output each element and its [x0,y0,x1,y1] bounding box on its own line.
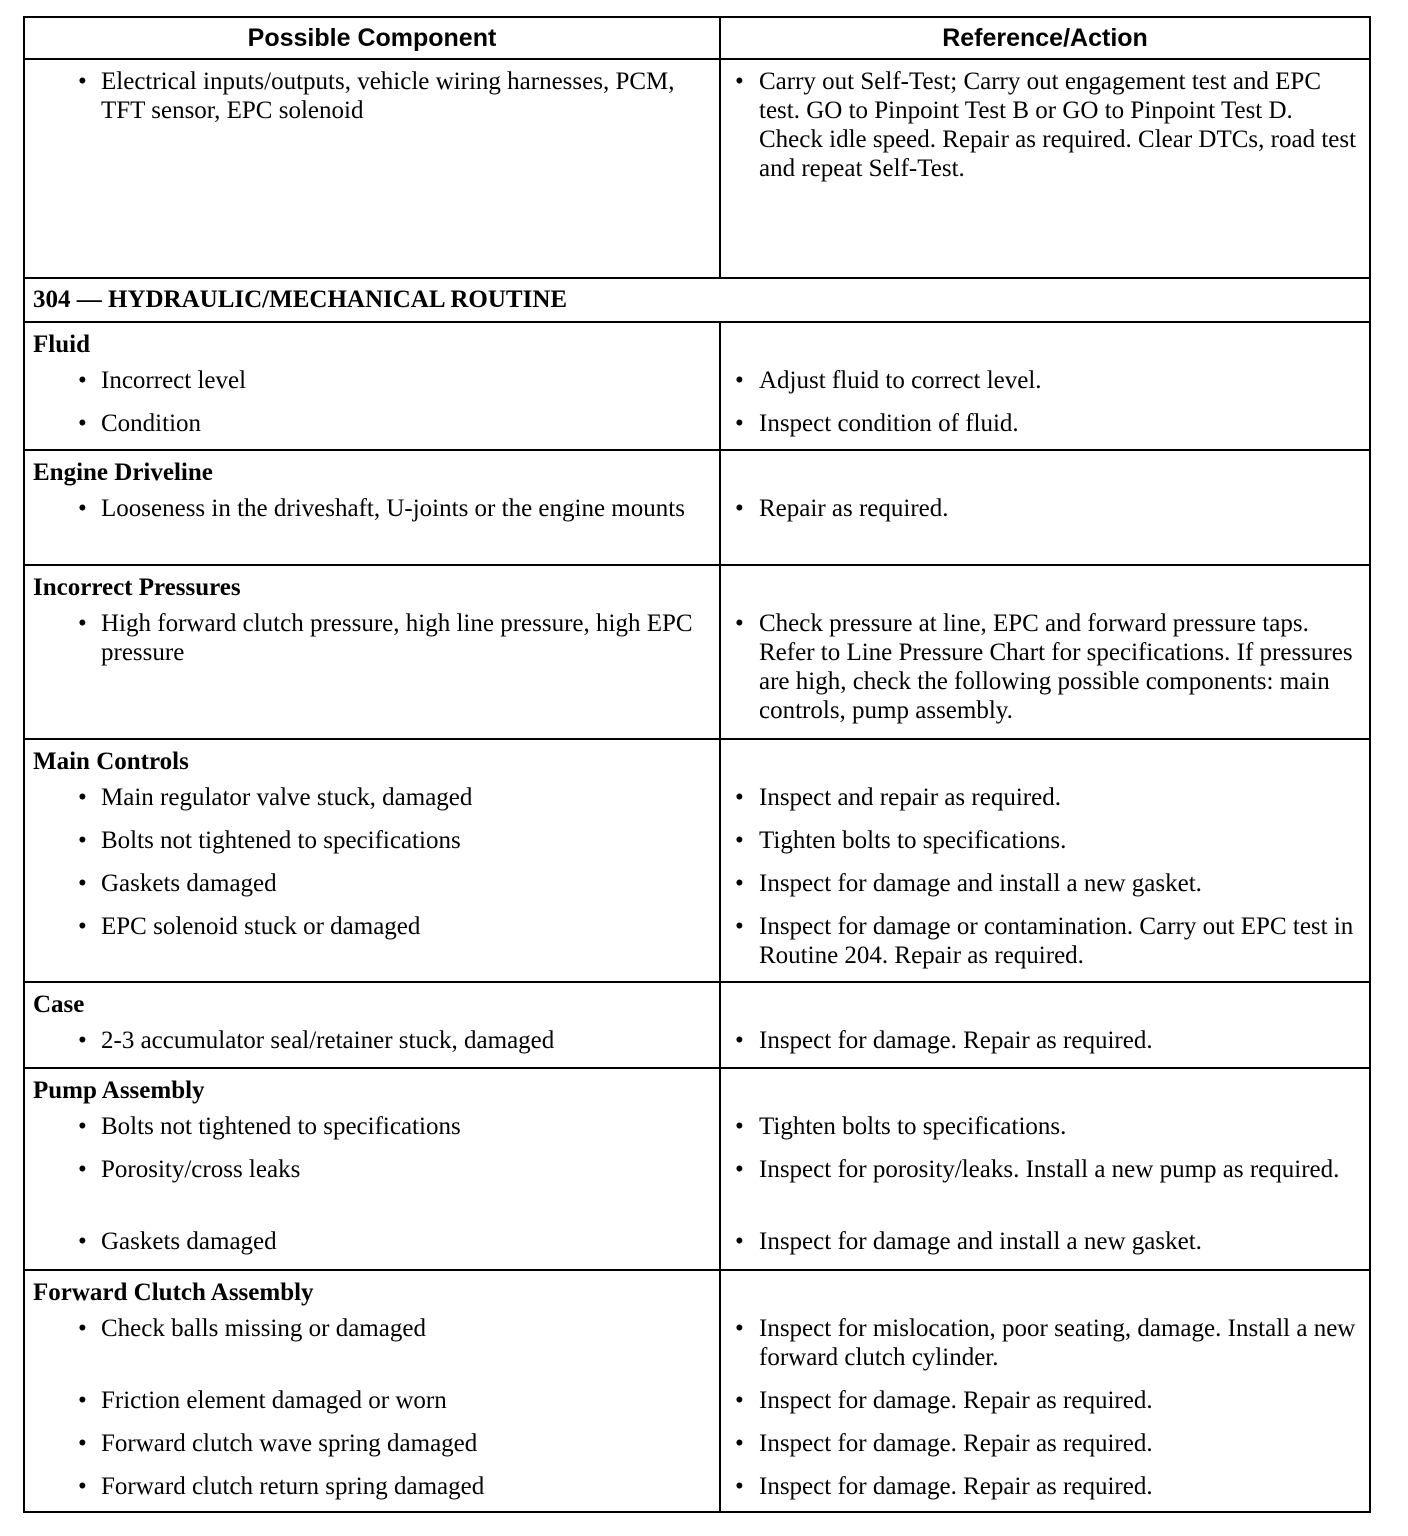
component-text: Bolts not tightened to specifications [101,827,461,854]
component-text: Bolts not tightened to specifications [101,1113,461,1140]
action-cell [721,566,1369,738]
action-cell [721,983,1369,1067]
component-cell [25,740,721,981]
action-text: Inspect for damage and install a new gasket. [759,870,1202,897]
component-cell [25,451,721,564]
component-text: Porosity/cross leaks [101,1156,301,1183]
action-cell [721,1271,1369,1511]
component-text: Looseness in the driveshaft, U-joints or the engine mounts [101,495,685,522]
bullet-icon: • [78,367,87,394]
bullet-icon: • [735,1315,744,1342]
component-text: Gaskets damaged [101,1228,277,1255]
action-item [721,1227,1369,1256]
bullet-icon: • [735,610,744,637]
action-item [721,826,1369,869]
component-cell [25,566,721,738]
action-item [721,1314,1369,1386]
action-text: Check pressure at line, EPC and forward pressure taps. Refer to Line Pressure Chart for specifications. If pressures are high, check the following possible components: main controls, pump assembly. [759,610,1353,724]
component-item [25,1386,719,1429]
action-item [721,1112,1369,1155]
header-possible-component: Possible Component [25,18,721,58]
bullet-icon: • [78,410,87,437]
component-item [25,1112,719,1155]
group-title: Main Controls [33,748,189,775]
table-row [25,60,1369,279]
component-text: Friction element damaged or worn [101,1387,447,1414]
component-item [25,609,719,667]
action-text: Inspect for damage or contamination. Carry out EPC test in Routine 204. Repair as required. [759,913,1354,969]
action-item [721,494,1369,523]
action-cell [721,451,1369,564]
bullet-icon: • [735,495,744,522]
bullet-icon: • [78,827,87,854]
component-item [25,783,719,826]
action-text: Inspect for mislocation, poor seating, damage. Install a new forward clutch cylinder. [759,1315,1356,1371]
action-text: Inspect for damage. Repair as required. [759,1027,1153,1054]
bullet-icon: • [78,1113,87,1140]
group-title: Case [33,991,85,1018]
section-row [25,279,1369,323]
action-text: Inspect and repair as required. [759,784,1061,811]
action-text: Inspect for damage and install a new gasket. [759,1228,1202,1255]
bullet-icon: • [735,870,744,897]
component-item [25,494,719,523]
bullet-icon: • [735,1387,744,1414]
group-main-controls [25,740,1369,983]
action-cell [721,60,1369,277]
action-item [721,409,1369,438]
component-text: Electrical inputs/outputs, vehicle wiring harnesses, PCM, TFT sensor, EPC solenoid [101,68,675,124]
action-item [721,67,1369,183]
component-item [25,826,719,869]
action-item [721,1472,1369,1501]
action-cell [721,740,1369,981]
component-item [25,1227,719,1256]
component-item [25,366,719,409]
bullet-icon: • [78,68,87,95]
group-pump-assembly [25,1069,1369,1271]
action-text: Carry out Self-Test; Carry out engagement test and EPC test. GO to Pinpoint Test B or GO to Pinpoint Test D. Check idle speed. Repair as required. Clear DTCs, road test and repeat Self-Test. [759,68,1357,182]
action-item [721,609,1369,725]
action-item [721,783,1369,826]
bullet-icon: • [78,610,87,637]
bullet-icon: • [78,1473,87,1500]
bullet-icon: • [78,784,87,811]
component-item [25,409,719,438]
action-text: Adjust fluid to correct level. [759,367,1042,394]
action-item [721,1386,1369,1429]
component-item [25,1314,719,1386]
action-cell [721,323,1369,449]
component-cell [25,60,721,277]
bullet-icon: • [78,1387,87,1414]
bullet-icon: • [735,1113,744,1140]
action-text: Inspect for damage. Repair as required. [759,1473,1153,1500]
bullet-icon: • [735,827,744,854]
component-text: Forward clutch return spring damaged [101,1473,485,1500]
group-fluid [25,323,1369,451]
bullet-icon: • [735,784,744,811]
action-text: Repair as required. [759,495,949,522]
bullet-icon: • [78,1027,87,1054]
component-item [25,67,719,125]
component-item [25,1472,719,1501]
header-reference-action: Reference/Action [942,24,1148,52]
bullet-icon: • [78,1315,87,1342]
bullet-icon: • [735,1156,744,1183]
action-item [721,1026,1369,1055]
component-item [25,1429,719,1472]
group-forward-clutch-assembly [25,1271,1369,1511]
bullet-icon: • [735,1228,744,1255]
component-cell [25,983,721,1067]
bullet-icon: • [78,870,87,897]
group-title: Pump Assembly [33,1077,205,1104]
action-text: Tighten bolts to specifications. [759,1113,1067,1140]
bullet-icon: • [735,410,744,437]
component-item [25,1155,719,1227]
component-item [25,869,719,912]
bullet-icon: • [78,495,87,522]
action-item [721,1429,1369,1472]
group-title: Forward Clutch Assembly [33,1279,314,1306]
bullet-icon: • [735,68,744,95]
component-text: 2-3 accumulator seal/retainer stuck, damaged [101,1027,555,1054]
action-item [721,912,1369,970]
bullet-icon: • [735,367,744,394]
action-text: Inspect for damage. Repair as required. [759,1387,1153,1414]
group-incorrect-pressures [25,566,1369,740]
bullet-icon: • [78,1228,87,1255]
component-text: Incorrect level [101,367,247,394]
action-item [721,869,1369,912]
group-title: Engine Driveline [33,459,213,486]
diagnostic-table [23,16,1371,1513]
bullet-icon: • [735,1430,744,1457]
component-cell [25,323,721,449]
bullet-icon: • [735,913,744,940]
group-title: Incorrect Pressures [33,574,241,601]
section-title: 304 — HYDRAULIC/MECHANICAL ROUTINE [33,286,568,313]
component-text: Check balls missing or damaged [101,1315,426,1342]
component-text: High forward clutch pressure, high line pressure, high EPC pressure [101,610,693,666]
component-text: Forward clutch wave spring damaged [101,1430,478,1457]
bullet-icon: • [78,1156,87,1183]
action-item [721,366,1369,409]
component-text: EPC solenoid stuck or damaged [101,913,421,940]
component-text: Gaskets damaged [101,870,277,897]
table-header [25,18,1369,60]
bullet-icon: • [735,1027,744,1054]
component-text: Main regulator valve stuck, damaged [101,784,473,811]
action-text: Inspect for damage. Repair as required. [759,1430,1153,1457]
component-text: Condition [101,410,202,437]
action-cell [721,1069,1369,1269]
group-title: Fluid [33,331,90,358]
bullet-icon: • [735,1473,744,1500]
bullet-icon: • [78,913,87,940]
group-case [25,983,1369,1069]
component-item [25,1026,719,1055]
action-text: Inspect for porosity/leaks. Install a new pump as required. [759,1156,1340,1183]
component-cell [25,1271,721,1511]
action-item [721,1155,1369,1227]
component-item [25,912,719,941]
bullet-icon: • [78,1430,87,1457]
group-engine-driveline [25,451,1369,566]
action-text: Tighten bolts to specifications. [759,827,1067,854]
component-cell [25,1069,721,1269]
action-text: Inspect condition of fluid. [759,410,1019,437]
